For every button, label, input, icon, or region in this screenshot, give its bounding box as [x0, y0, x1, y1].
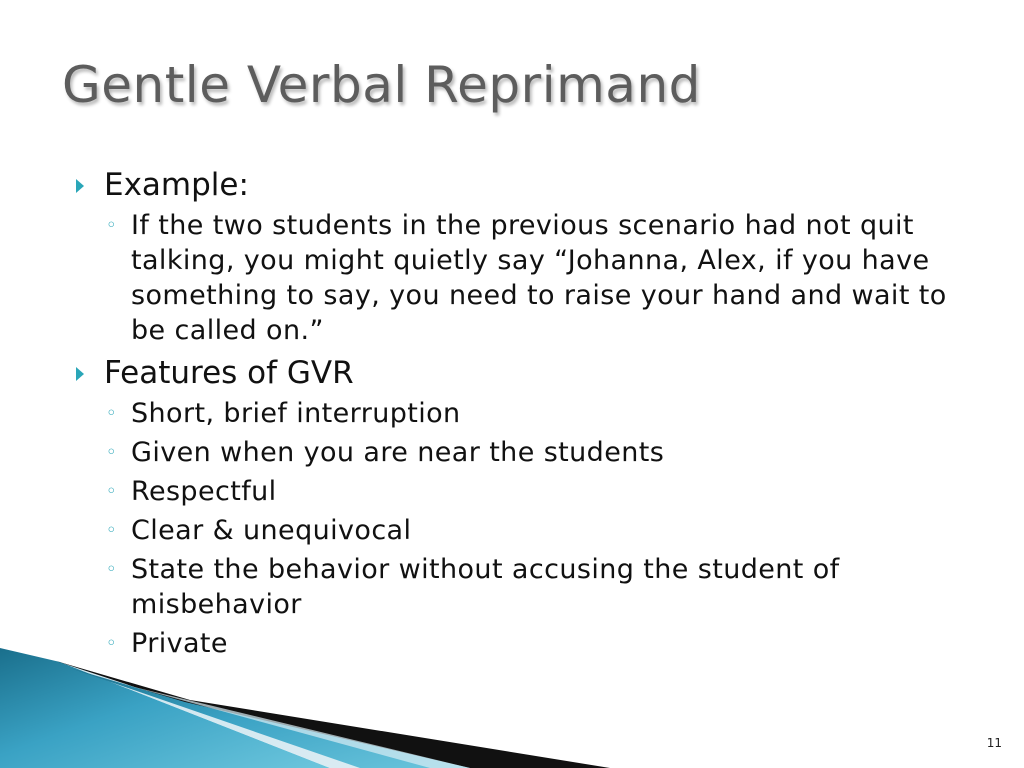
- sub-bullet-text: If the two students in the previous scenario had not quit talking, you might quietly say “Johanna, Alex, if you have something to say, you need to raise your hand and wait to be called on.”: [131, 210, 947, 346]
- sub-bullet: [74, 513, 974, 548]
- bullet-label: Features of GVR: [104, 355, 354, 391]
- sub-bullet: [74, 474, 974, 509]
- circle-bullet-icon: ◦: [106, 559, 118, 580]
- bullet-example: [74, 166, 974, 204]
- sub-bullet: [74, 396, 974, 431]
- bullet-group-features: [74, 354, 974, 661]
- sub-bullet-text: Private: [131, 628, 228, 659]
- circle-bullet-icon: ◦: [106, 403, 118, 424]
- circle-bullet-icon: ◦: [106, 442, 118, 463]
- circle-bullet-icon: ◦: [106, 520, 118, 541]
- sub-bullet-text: Given when you are near the students: [131, 437, 665, 468]
- sub-bullet: [74, 552, 974, 622]
- circle-bullet-icon: ◦: [106, 215, 118, 236]
- sub-bullet-list: [74, 396, 974, 661]
- sub-bullet: [74, 435, 974, 470]
- sub-bullet-text: Short, brief interruption: [131, 398, 461, 429]
- triangle-bullet-icon: [76, 367, 84, 381]
- bullet-group-example: [74, 166, 974, 348]
- bullet-features: [74, 354, 974, 392]
- sub-bullet: [74, 208, 974, 348]
- triangle-bullet-icon: [76, 179, 84, 193]
- sub-bullet-list: [74, 208, 974, 348]
- circle-bullet-icon: ◦: [106, 633, 118, 654]
- circle-bullet-icon: ◦: [106, 481, 118, 502]
- sub-bullet: [74, 626, 974, 661]
- sub-bullet-text: Clear & unequivocal: [131, 515, 412, 546]
- sub-bullet-text: State the behavior without accusing the student of misbehavior: [131, 554, 840, 620]
- page-number: 11: [986, 736, 1002, 750]
- sub-bullet-text: Respectful: [131, 476, 277, 507]
- slide-content: [74, 166, 974, 665]
- slide-title: Gentle Verbal Reprimand: [62, 56, 701, 114]
- bullet-label: Example:: [104, 167, 249, 203]
